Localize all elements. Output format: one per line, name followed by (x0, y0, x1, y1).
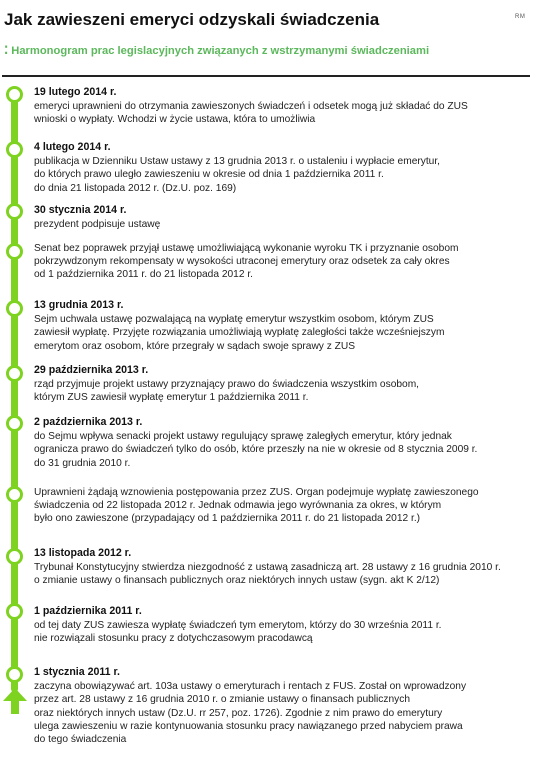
timeline-dot (6, 548, 23, 565)
entry-text-line: do dnia 21 listopada 2012 r. (Dz.U. poz. 169) (34, 182, 237, 194)
entry-text-line: którym ZUS zawiesił wypłatę emerytur 1 października 2011 r. (34, 392, 309, 404)
timeline-dot (6, 243, 23, 260)
entry-text-line: o zmianie ustawy o finansach publicznych oraz niektórych innych ustaw (sygn. akt K 2/12) (34, 575, 440, 587)
timeline-dot (6, 203, 23, 220)
entry-text-line: było ono zawieszone (przypadający od 1 października 2011 r. do 21 listopada 2012 r.) (34, 513, 421, 525)
entry-text-line: zaczyna obowiązywać art. 103a ustawy o emeryturach i rentach z FUS. Został on wprowadzony (34, 681, 467, 693)
entry-text-line: nie rozwiązali stosunku pracy z dotychczasowym pracodawcą (34, 633, 313, 645)
entry-text-line: do tego świadczenia (34, 734, 127, 746)
entry-text-line: publikacja w Dzienniku Ustaw ustawy z 13 grudnia 2013 r. o ustaleniu i wypłacie emerytur, (34, 156, 441, 168)
entry-date: 30 stycznia 2014 r. (34, 204, 127, 216)
timeline-entry (34, 547, 524, 588)
timeline-dot (6, 666, 23, 683)
entry-text-line: Trybunał Konstytucyjny stwierdza niezgodność z ustawą zasadniczą art. 28 ustawy z 16 grudnia 2010 r. (34, 562, 501, 574)
entry-text-line: ulega zawieszeniu w razie kontynuowania stosunku pracy nawiązanego przed nabyciem prawa (34, 720, 463, 732)
timeline-entry (34, 204, 524, 231)
page-title: Jak zawieszeni emeryci odzyskali świadczenia (4, 10, 380, 29)
entry-text-line: Uprawnieni żądają wznowienia postępowania przez ZUS. Organ podejmuje wypłatę zawieszonego (34, 487, 479, 498)
entry-text-line: oraz niektórych innych ustaw (Dz.U. rr 257, poz. 1726). Zgodnie z nim prawo do emerytury (34, 707, 443, 719)
subtitle-bullet-icon: ⁚ (4, 45, 9, 57)
arrow-up-icon (3, 688, 27, 714)
entry-text-line: od tej daty ZUS zawiesza wypłatę świadczeń tym emerytom, którzy do 30 września 2011 r. (34, 620, 442, 632)
timeline-entry (34, 299, 524, 353)
subtitle-text: Harmonogram prac legislacyjnych związanych z wstrzymanymi świadczeniami (11, 45, 430, 57)
timeline-dot (6, 486, 23, 503)
timeline-dot (6, 415, 23, 432)
entry-text-line: od 1 października 2011 r. do 21 listopada 2012 r. (34, 269, 253, 281)
entry-text-line: rząd przyjmuje projekt ustawy przyznający prawo do świadczenia wszystkim osobom, (34, 379, 420, 391)
entry-date: 1 października 2011 r. (34, 605, 142, 617)
entry-text-line: emeryci uprawnieni do otrzymania zawieszonych świadczeń i odsetek mogą już składać do ZUS (34, 101, 468, 113)
entry-date: 13 grudnia 2013 r. (34, 299, 124, 311)
timeline-entry (34, 605, 524, 646)
entry-date: 1 stycznia 2011 r. (34, 666, 120, 678)
entry-date: 2 października 2013 r. (34, 416, 143, 428)
entry-text-line: Senat bez poprawek przyjął ustawę umożliwiającą wykonanie wyroku TK i przyznanie osobom (34, 243, 459, 254)
entry-text-line: Sejm uchwala ustawę pozwalającą na wypłatę emerytur wszystkim osobom, którym ZUS (34, 314, 434, 326)
entry-text-line: prezydent podpisuje ustawę (34, 219, 161, 231)
entry-date: 13 listopada 2012 r. (34, 547, 132, 559)
entry-text-line: wnioski o wypłaty. Wchodzi w życie ustawa, która to umożliwia (34, 114, 316, 126)
timeline-entry (34, 416, 524, 470)
entry-date: 29 października 2013 r. (34, 364, 149, 376)
entry-text-line: przez art. 28 ustawy z 16 grudnia 2010 r. o zmianie ustawy o finansach publicznych (34, 694, 411, 706)
timeline-entry (34, 486, 524, 526)
timeline-entry (34, 141, 524, 195)
timeline-dot (6, 300, 23, 317)
entry-text-line: emerytom oraz osobom, które przegrały w sądach swoje sprawy z ZUS (34, 340, 356, 352)
timeline-entry (34, 666, 524, 746)
timeline-dot (6, 141, 23, 158)
entry-text-line: ogranicza prawo do świadczeń tylko do osób, które przeszły na nie w okresie od 8 stycznia 2009 r. (34, 444, 478, 456)
author-initials: RM (515, 14, 526, 20)
entry-text-line: zawiesił wypłatę. Przyjęte rozwiązania umożliwiają wypłatę zaległości także wcześniejszym (34, 327, 445, 339)
timeline-entry (34, 364, 524, 405)
entry-date: 4 lutego 2014 r. (34, 141, 111, 153)
timeline-dot (6, 365, 23, 382)
timeline-entry (34, 242, 524, 282)
entry-text-line: do 31 grudnia 2010 r. (34, 457, 131, 469)
timeline-entry (34, 86, 524, 127)
header-divider (2, 75, 530, 77)
entry-text-line: świadczenia od 22 listopada 2012 r. Jednak odmawia jego wyrównania za okres, w którym (34, 500, 442, 512)
timeline-line (11, 88, 18, 692)
entry-text-line: pokrzywdzonym rekompensaty w wysokości utraconej emerytury oraz odsetek za cały okres (34, 256, 450, 268)
entry-text-line: do których prawo uległo zawieszeniu w okresie od dnia 1 października 2011 r. (34, 169, 384, 181)
entry-date: 19 lutego 2014 r. (34, 86, 117, 98)
timeline-dot (6, 86, 23, 103)
entry-text-line: do Sejmu wpływa senacki projekt ustawy regulujący sprawę zaległych emerytur, który jednak (34, 431, 452, 443)
timeline-dot (6, 603, 23, 620)
page-subtitle (4, 44, 429, 57)
